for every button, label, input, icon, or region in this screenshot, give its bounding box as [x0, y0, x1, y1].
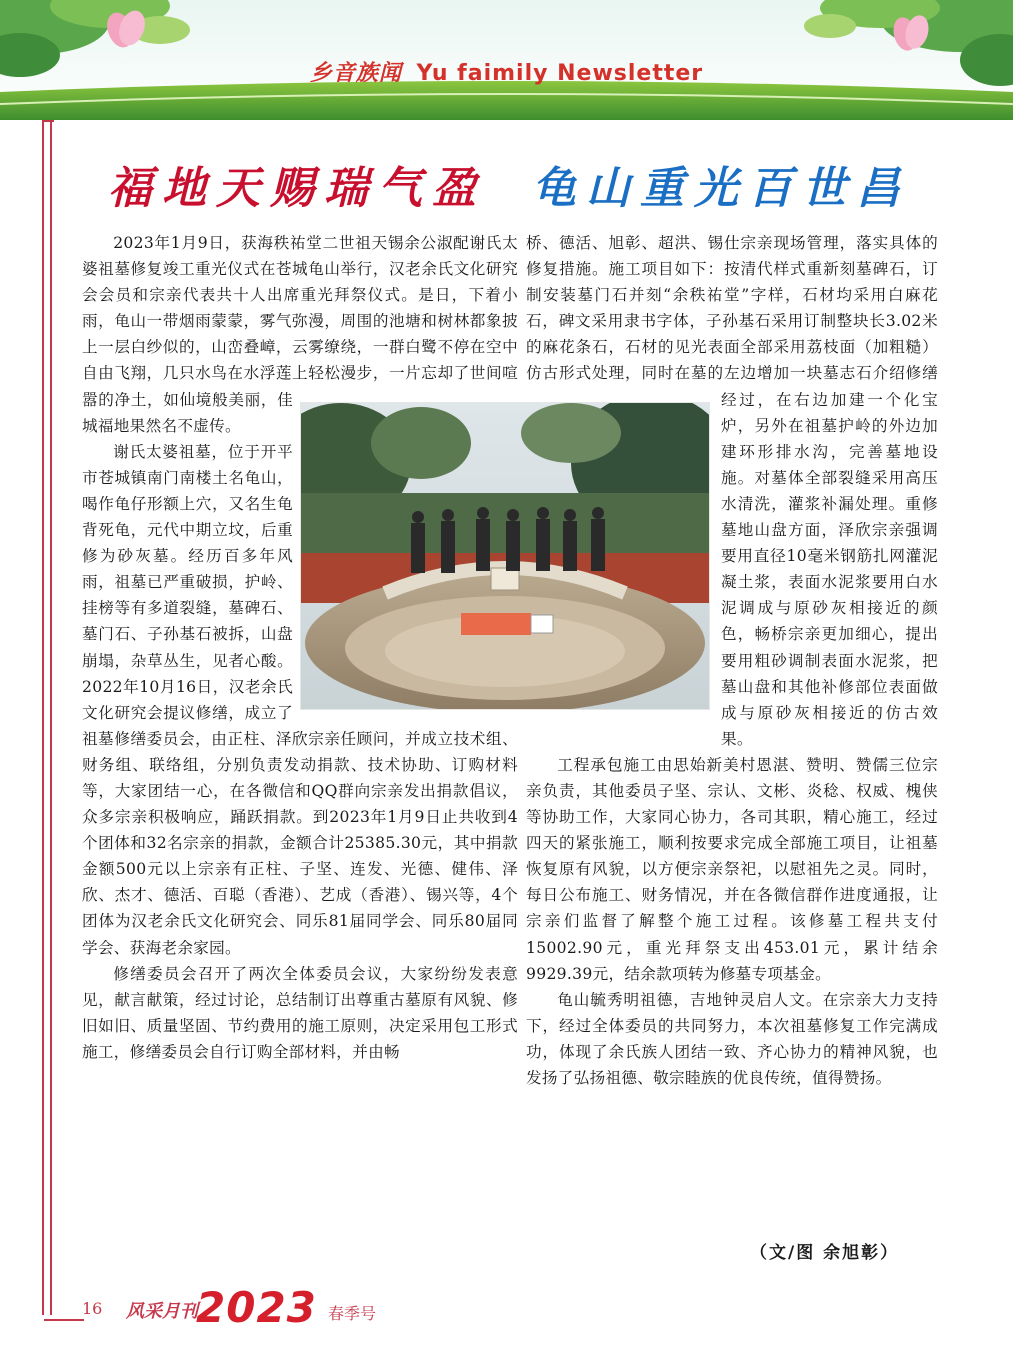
footer-rule: [44, 1319, 84, 1321]
paragraph: 桥、德活、旭彰、超洪、锡仕宗亲现场管理，落实具体的修复措施。施工项目如下：按清代样式重新刻墓碑石，订制安装墓门石并刻“余秩祐堂”字样，石材均采用白麻花石，碑文采用隶书字体，子孙基石采用订制整块长3.02米的麻花条石，石材的见光表面全部采用荔枝面（加粗糙）仿古形式处理，同时在墓的左边增加一块墓志石介绍修缮经过，在右边加建一个化宝炉，另外在祖墓护岭的外边加建环形排水沟，完善墓地设施。对墓体全部裂缝采用高压水清洗，灌浆补漏处理。重修墓地山盘方面，泽欣宗亲强调要用直径10毫米钢筋扎网灌泥凝土浆，表面水泥浆要用白水泥调成与原砂灰相接近的颜色，畅桥宗亲更加细心，提出要用粗砂调制表面水泥浆，把墓山盘和其他补修部位表面做成与原砂灰相接近的仿古效果。: [526, 234, 938, 748]
issue-year: 2023: [196, 1283, 317, 1332]
header-banner: [0, 0, 1013, 120]
column-name: 乡音族闻: [309, 61, 402, 86]
magazine-name: 风采月刊: [126, 1301, 198, 1322]
article-byline: （文/图 余旭彰）: [750, 1243, 900, 1263]
paragraph: 2023年1月9日，获海秩祐堂二世祖天锡余公淑配谢氏太婆祖墓修复竣工重光仪式在苍城龟山举行，汉老余氏文化研究会会员和宗亲代表共十人出席重光拜祭仪式。是日，下着小雨，龟山一带烟雨蒙蒙，雾气弥漫，周围的池塘和树林都象披上一层白纱似的，山峦叠嶂，云雾缭绕，一群白鹭不停在空中自由飞翔，几只水鸟在水浮莲上轻松漫步，一片忘却了世间喧嚣的净土，如仙境般美丽，佳城福地果然名不虚传。: [82, 234, 518, 435]
newsletter-header-title: [0, 56, 1013, 87]
newsletter-english-name: Yu faimily Newsletter: [416, 61, 704, 86]
paragraph: 工程承包施工由思始新美村恩湛、赞明、赞儒三位宗亲负责，其他委员子坚、宗认、文彬、炎稔、权威、槐侠等协助工作，大家同心协力，各司其职，精心施工，经过四天的紧张施工，顺利按要求完成全部施工项目，让祖墓恢复原有风貌，以方便宗亲祭祀，以慰祖先之灵。同时，每日公布施工、财务情况，并在各微信群作进度通报，让宗亲们监督了解整个施工过程。该修墓工程共支付15002.90元，重光拜祭支出453.01元，累计结余9929.39元，结余款项转为修墓专项基金。: [526, 755, 938, 983]
article-headline: [108, 152, 928, 212]
frame-top-tick: [42, 120, 54, 122]
frame-line-inner: [50, 120, 52, 1315]
page-number: 16: [82, 1299, 103, 1318]
frame-line-outer: [42, 120, 44, 1315]
paragraph: 修缮委员会召开了两次全体委员会议，大家纷纷发表意见，献言献策，经过讨论，总结制订出尊重古墓原有风貌、修旧如旧、质量坚固、节约费用的施工原则，决定采用包工形式施工，修缮委员会自行订购全部材料，并由畅: [82, 964, 518, 1061]
paragraph: 谢氏太婆祖墓，位于开平市苍城镇南门南楼土名龟山，喝作龟仔形额上穴，又名生龟背死龟，元代中期立坟，后重修为砂灰墓。经历百多年风雨，祖墓已严重破损，护岭、挂榜等有多道裂缝，墓碑石、墓门石、子孙基石被拆，山盘崩塌，杂草丛生，见者心酸。2022年10月16日，汉老余氏文化研究会提议修缮，成立了祖墓修缮委员会，由正柱、泽欣宗亲任顾问，并成立技术组、财务组、联络组，分别负责发动捐款、技术协助、订购材料等，大家团结一心，在各微信和QQ群向宗亲发出捐款倡议，众多宗亲积极响应，踊跃捐款。到2023年1月9日止共收到4个团体和32名宗亲的捐款，金额合计25385.30元，其中捐款金额500元以上宗亲有正柱、子坚、连发、光德、健伟、泽欣、杰才、德活、百聪（香港）、艺成（香港）、锡兴等，4个团体为汉老余氏文化研究会、同乐81届同学会、同乐80届同学会、获海老余家园。: [82, 442, 518, 957]
headline-part-1: 福地天赐瑞气盈: [108, 163, 486, 214]
tomb-ceremony-photo: [300, 402, 710, 710]
photo-illustration: [301, 403, 709, 709]
page-footer: [44, 1283, 544, 1333]
paragraph: 龟山毓秀明祖德，吉地钟灵启人文。在宗亲大力支持下，经过全体委员的共同努力，本次祖墓修复工作完满成功，体现了余氏族人团结一致、齐心协力的精神风貌，也发扬了弘扬祖德、敬宗睦族的优良传统，值得赞扬。: [526, 990, 938, 1087]
issue-season: 春季号: [328, 1304, 377, 1323]
headline-part-2: 龟山重光百世昌: [532, 163, 910, 214]
